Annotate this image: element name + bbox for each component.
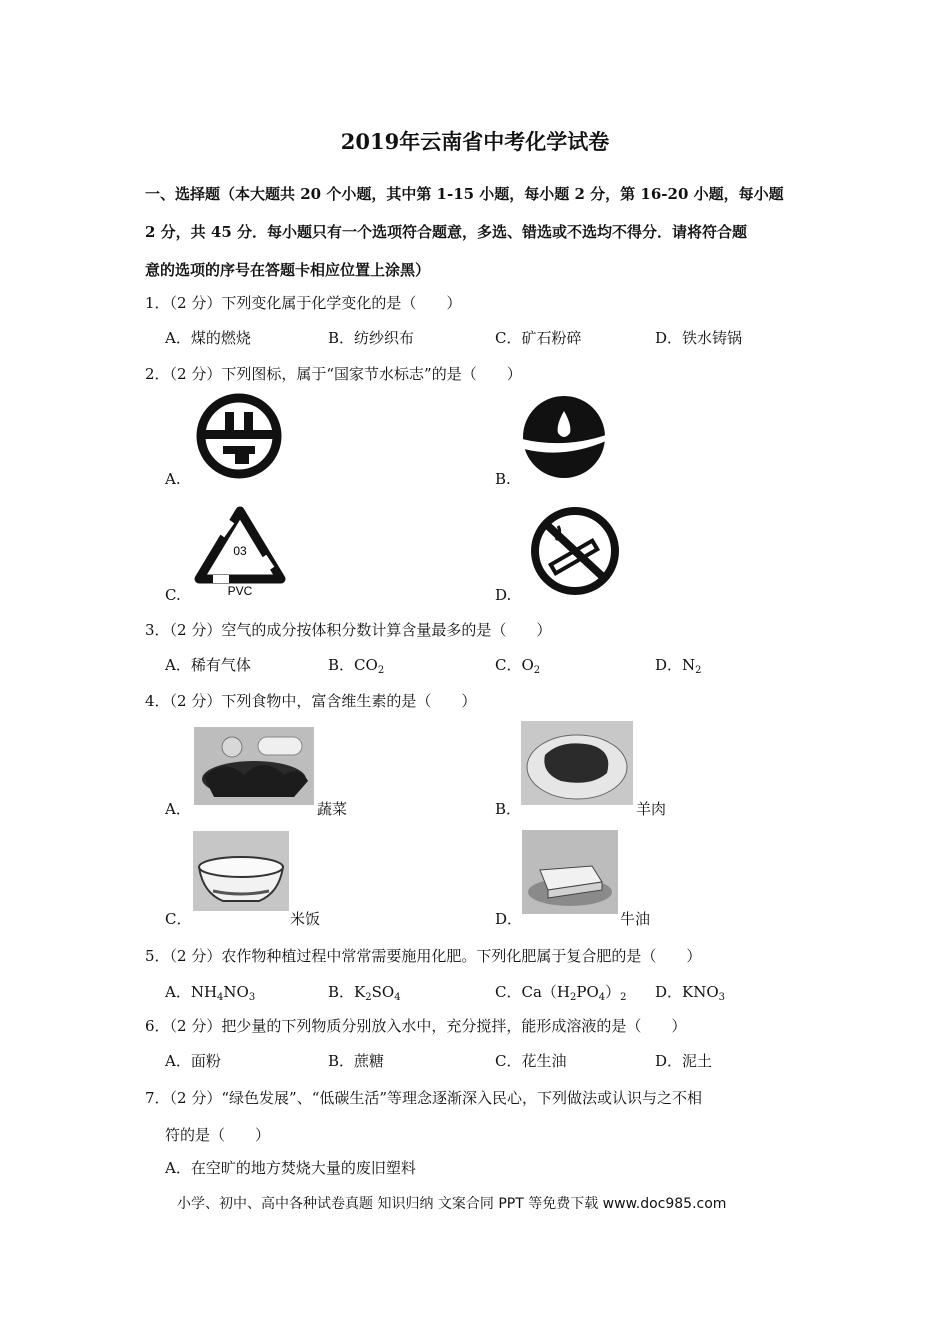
butter-photo bbox=[522, 830, 618, 914]
q4-caption-c: 米饭 bbox=[290, 910, 321, 928]
q4-label-c: C． bbox=[165, 910, 192, 928]
q5-option-b: B．$K_2SO_4$ bbox=[328, 983, 401, 1003]
mutton-photo bbox=[521, 721, 633, 805]
q4-caption-b: 羊肉 bbox=[636, 800, 667, 818]
no-smoking-icon bbox=[524, 506, 626, 596]
question-3-stem: 3．（2 分）空气的成分按体积分数计算含量最多的是（ ） bbox=[145, 621, 552, 639]
q7-option-a: A．在空旷的地方焚烧大量的废旧塑料 bbox=[165, 1159, 416, 1177]
q2-label-c: C. bbox=[165, 586, 181, 604]
q6-option-c: C．花生油 bbox=[495, 1052, 567, 1070]
q4-caption-a: 蔬菜 bbox=[317, 800, 348, 818]
q4-label-d: D． bbox=[495, 910, 523, 928]
question-1-stem: 1．（2 分）下列变化属于化学变化的是（ ） bbox=[145, 294, 462, 312]
q5-option-c: C．$Ca(H_2PO_4)_2$ bbox=[495, 983, 627, 1003]
water-saving-symbol-icon bbox=[193, 392, 285, 480]
q6-option-a: A．面粉 bbox=[165, 1052, 221, 1070]
recycling-triangle-icon bbox=[193, 505, 288, 597]
q1-option-b: B．纺纱织布 bbox=[328, 329, 415, 347]
q2-label-b: B. bbox=[495, 470, 511, 488]
q4-label-a: A． bbox=[165, 800, 191, 818]
q3-option-b: B．$CO_2$ bbox=[328, 656, 385, 676]
q5-option-d: D．$KNO_3$ bbox=[655, 983, 726, 1003]
question-6-stem: 6．（2 分）把少量的下列物质分别放入水中，充分搅拌，能形成溶液的是（ ） bbox=[145, 1017, 687, 1035]
question-7-stem-line2: 符的是（ ） bbox=[165, 1126, 271, 1144]
question-5-stem: 5．（2 分）农作物种植过程中常常需要施用化肥。下列化肥属于复合肥的是（ ） bbox=[145, 947, 702, 965]
q3-option-a: A．稀有气体 bbox=[165, 656, 251, 674]
question-4-stem: 4．（2 分）下列食物中，富含维生素的是（ ） bbox=[145, 692, 477, 710]
water-drop-logo-icon bbox=[520, 395, 608, 479]
q3-option-c: C．$O_2$ bbox=[495, 656, 541, 676]
q4-label-b: B． bbox=[495, 800, 522, 818]
question-7-stem-line1: 7．（2 分）“绿色发展”、“低碳生活”等理念逐渐深入民心，下列做法或认识与之不相 bbox=[145, 1089, 703, 1107]
q3-option-d: D．$N_2$ bbox=[655, 656, 702, 676]
q6-option-b: B．蔗糖 bbox=[328, 1052, 385, 1070]
section-heading-line2: 2 分，共 45 分．每小题只有一个选项符合题意，多选、错选或不选均不得分．请将符合题 bbox=[145, 223, 747, 241]
q4-caption-d: 牛油 bbox=[620, 910, 651, 928]
q1-option-c: C．矿石粉碎 bbox=[495, 329, 582, 347]
recycle-text: PVC bbox=[227, 584, 253, 597]
vegetables-photo bbox=[194, 727, 314, 805]
section-heading-line1: 一、选择题（本大题共 20 个小题，其中第 1-15 小题，每小题 2 分，第 16-20 小题，每小题 bbox=[145, 185, 784, 203]
question-2-stem: 2．（2 分）下列图标，属于“国家节水标志”的是（ ） bbox=[145, 365, 522, 383]
q6-option-d: D．泥土 bbox=[655, 1052, 713, 1070]
q5-option-a: A．$NH_4NO_3$ bbox=[165, 983, 256, 1003]
page-footer: 小学、初中、高中各种试卷真题 知识归纳 文案合同 PPT 等免费下载 www.doc985.com bbox=[177, 1196, 727, 1212]
recycle-number: 03 bbox=[233, 544, 247, 558]
q2-label-a: A. bbox=[165, 470, 181, 488]
rice-bowl-photo bbox=[193, 831, 289, 911]
page-title: 2019年云南省中考化学试卷 bbox=[340, 129, 610, 154]
q1-option-a: A．煤的燃烧 bbox=[165, 329, 251, 347]
q2-label-d: D. bbox=[495, 586, 512, 604]
q1-option-d: D．铁水铸锅 bbox=[655, 329, 743, 347]
section-heading-line3: 意的选项的序号在答题卡相应位置上涂黑） bbox=[145, 261, 431, 279]
